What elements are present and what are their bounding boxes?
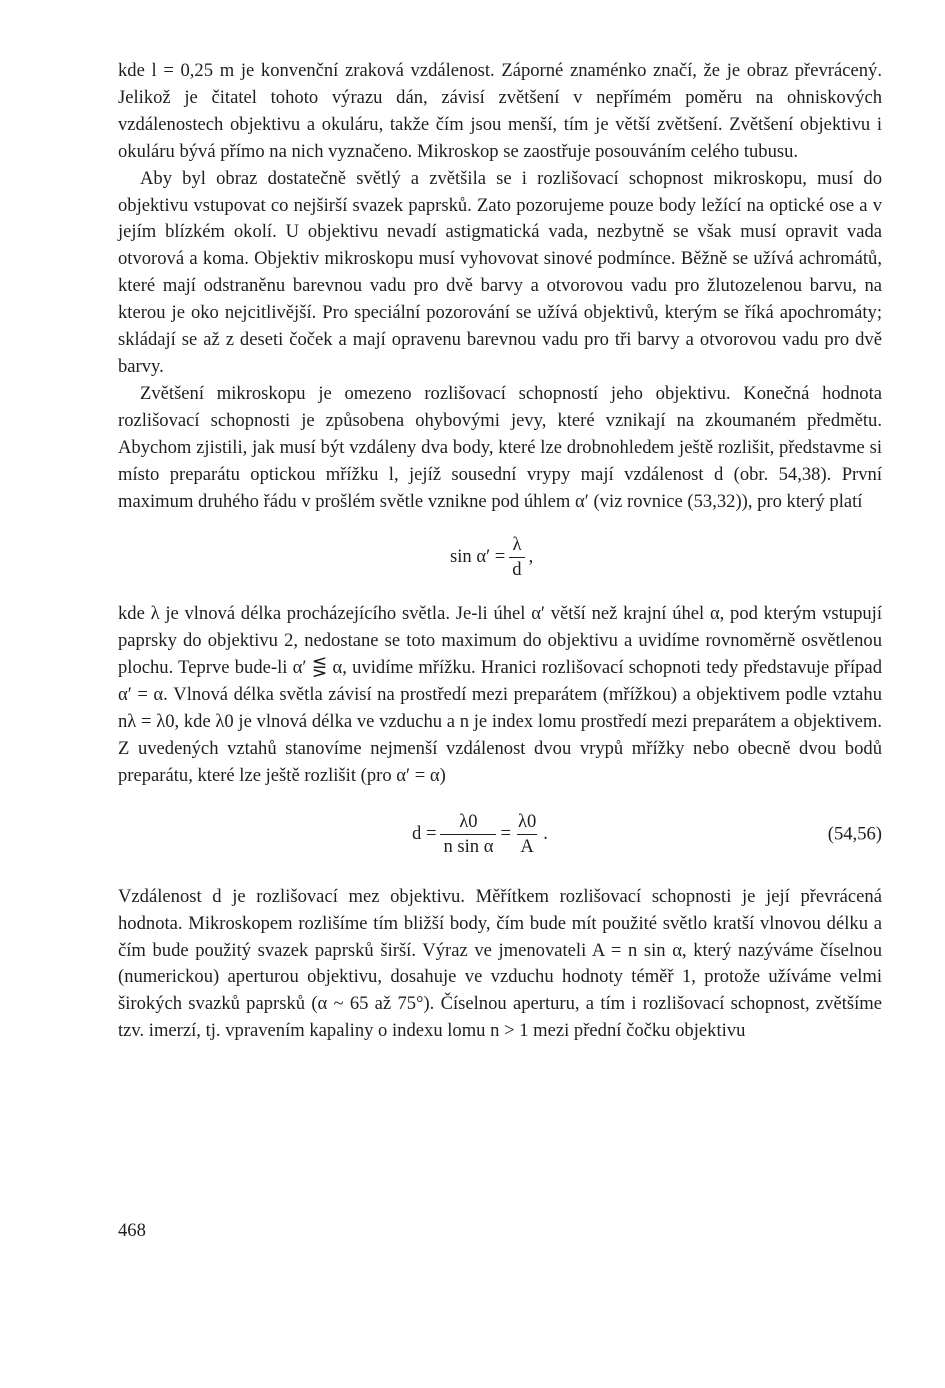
equation-resolution-limit <box>118 804 882 866</box>
paragraph-3: Zvětšení mikroskopu je omezeno rozlišovací schopností jeho objektivu. Konečná hodnota rozlišovací schopnosti je způsobena ohybovými jevy, které vznikají na zkoumaném předmětu. Abychom zjistili, jak musí být vzdáleny dva body, které lze drobnohledem ještě rozlišit, představme si místo preparátu optickou mřížku l, jejíž sousední vrypy mají vzdálenost d (obr. 54,38). První maximum druhého řádu v prošlém světle vznikne pod úhlem α′ (viz rovnice (53,32)), pro který platí <box>118 382 882 512</box>
page-body <box>118 58 882 1045</box>
equation-number: (54,56) <box>827 823 882 845</box>
equation-1-lhs: sin α′ = <box>450 545 506 567</box>
equation-1-fraction <box>509 533 524 582</box>
equation-1-numerator: λ <box>512 533 522 555</box>
equation-2-fraction-2-numerator: λ0 <box>517 811 537 833</box>
equation-2-fraction-2-denominator: A <box>517 834 536 859</box>
equation-2-fraction-1 <box>440 810 496 859</box>
equation-1-denominator: d <box>509 557 524 582</box>
equation-2-equals: = <box>500 823 511 845</box>
equation-2-lhs: d = <box>412 823 437 845</box>
paragraph-2: Aby byl obraz dostatečně světlý a zvětšila se i rozlišovací schopnost mikroskopu, musí do objektivu vstupovat co nejširší svazek paprsků. Zato pozorujeme pouze body ležící na optické ose a v jejím blízkém okolí. U objektivu nevadí astigmatická vada, nezbytně se však musí opravit vada otvorová a koma. Objektiv mikroskopu musí vyhovovat sinové podmínce. Běžně se užívá achromátů, které mají odstraněnu barevnou vadu pro dvě barvy a otvorovou vadu pro žlutozelenou barvu, na kterou je oko nejcitlivější. Pro speciální pozorování se užívá objektivů, kterým se říká apochromáty; skládají se až z deseti čoček a mají opravenu barevnou vadu pro tři barvy a otvorovou vadu pro dvě barvy. <box>118 167 882 377</box>
page-number: 468 <box>118 1220 146 1241</box>
equation-2-fraction-2 <box>515 810 539 859</box>
equation-2-fraction-1-numerator: λ0 <box>459 811 478 833</box>
equation-sin-alpha <box>118 527 882 587</box>
paragraph-1: kde l = 0,25 m je konvenční zraková vzdálenost. Záporné znaménko značí, že je obraz převrácený. Jelikož je čitatel tohoto výrazu dán, závisí zvětšení v nepřímém poměru na ohniskových vzdálenostech objektivu a okuláru, takže čím jsou menší, tím je větší zvětšení. Zvětšení objektivu i okuláru bývá přímo na nich vyznačeno. Mikroskop se zaostřuje posouváním celého tubusu. <box>118 60 882 162</box>
paragraph-5: Vzdálenost d je rozlišovací mez objektivu. Měřítkem rozlišovací schopnosti je její převrácená hodnota. Mikroskopem rozlišíme tím bližší body, čím bude mít použité světlo kratší vlnovou délku a čím bude použitý svazek paprsků širší. Výraz ve jmenovateli A = n sin α, který nazýváme číselnou (numerickou) aperturou objektivu, dosahuje ve vzduchu hodnoty téměř 1, protože užíváme velmi širokých svazků paprsků (α ~ 65 až 75°). Číselnou aperturu, a tím i rozlišovací schopnost, zvětšíme tzv. imerzí, tj. vpravením kapaliny o indexu lomu n > 1 mezi přední čočku objektivu <box>118 885 882 1042</box>
equation-2-trailing: . <box>543 823 548 845</box>
paragraph-4: kde λ je vlnová délka procházejícího světla. Je-li úhel α′ větší než krajní úhel α, pod kterým vstupují paprsky do objektivu 2, nedostane se toto maximum do objektivu a uvidíme rovnoměrně osvětlenou plochu. Teprve bude-li α′ ⋚ α, uvidíme mřížku. Hranici rozlišovací schopnoti tedy představuje případ α′ = α. Vlnová délka světla závisí na prostředí mezi preparátem (mřížkou) a objektivem podle vztahu nλ = λ0, kde λ0 je vlnová délka ve vzduchu a n je index lomu prostředí mezi preparátem a objektivem. Z uvedených vztahů stanovíme nejmenší vzdálenost dvou vrypů mřížky nebo obecně dvou bodů preparátu, které lze ještě rozlišit (pro α′ = α) <box>118 603 882 786</box>
equation-2-fraction-1-denominator: n sin α <box>440 834 496 859</box>
equation-1-trailing: , <box>528 545 534 567</box>
